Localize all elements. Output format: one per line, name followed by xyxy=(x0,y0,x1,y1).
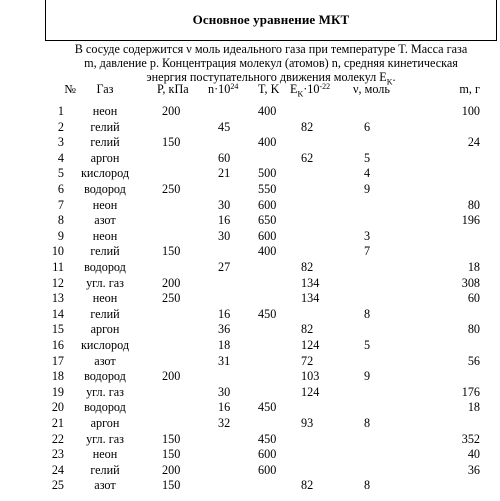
cell-gas: кислород xyxy=(80,338,130,352)
cell-n: 31 xyxy=(218,353,231,368)
cell-p: 200 xyxy=(162,369,181,384)
cell-num: 20 xyxy=(51,400,64,415)
title-divider xyxy=(45,40,497,41)
cell-num: 15 xyxy=(51,322,64,337)
cell-e: 124 xyxy=(301,338,320,352)
cell-n: 30 xyxy=(218,197,231,212)
cell-t: 400 xyxy=(258,104,277,118)
cell-num: 1 xyxy=(57,104,64,118)
cell-p: 200 xyxy=(162,275,181,290)
cell-e: 82 xyxy=(301,478,314,493)
cell-num: 14 xyxy=(51,306,64,321)
cell-m: 40 xyxy=(467,447,480,462)
cell-t: 450 xyxy=(258,400,277,415)
table-row xyxy=(0,478,500,496)
cell-n: 32 xyxy=(218,416,231,430)
cell-num: 17 xyxy=(51,353,64,368)
cell-num: 21 xyxy=(51,416,64,430)
cell-gas: водород xyxy=(84,182,126,196)
table-header xyxy=(0,82,500,100)
cell-m: 24 xyxy=(467,135,480,150)
cell-gas: неон xyxy=(92,291,118,306)
cell-m: 176 xyxy=(461,384,480,399)
cell-nu: 8 xyxy=(364,306,371,321)
cell-gas: угл. газ xyxy=(86,275,124,290)
cell-p: 150 xyxy=(162,135,181,150)
cell-num: 6 xyxy=(57,182,64,196)
cell-num: 16 xyxy=(51,338,64,352)
cell-gas: кислород xyxy=(80,166,130,181)
cell-nu: 4 xyxy=(364,166,371,181)
cell-e: 93 xyxy=(301,416,314,430)
cell-nu: 6 xyxy=(364,119,371,134)
header-num: № xyxy=(64,82,76,96)
cell-n: 16 xyxy=(218,400,231,415)
description-line-2: m, давление p. Концентрация молекул (атомов) n, средняя кинетическая xyxy=(84,56,458,70)
cell-gas: азот xyxy=(94,213,116,228)
cell-p: 150 xyxy=(162,244,181,259)
cell-e: 134 xyxy=(301,275,320,290)
cell-num: 10 xyxy=(51,244,64,259)
cell-num: 22 xyxy=(51,431,64,446)
cell-gas: гелий xyxy=(90,244,120,259)
cell-nu: 5 xyxy=(364,150,371,165)
cell-num: 19 xyxy=(51,384,64,399)
cell-gas: гелий xyxy=(90,306,120,321)
cell-n: 18 xyxy=(218,338,231,352)
cell-nu: 8 xyxy=(364,478,371,493)
header-energy: $E_K\cdot 10^{-22}$ xyxy=(290,82,331,99)
cell-m: 60 xyxy=(467,291,480,306)
cell-m: 80 xyxy=(467,322,480,337)
cell-n: 27 xyxy=(218,260,231,274)
cell-p: 250 xyxy=(162,182,181,196)
cell-m: 36 xyxy=(467,462,480,477)
cell-n: 16 xyxy=(218,213,231,228)
cell-gas: неон xyxy=(92,228,118,243)
cell-e: 62 xyxy=(301,150,314,165)
cell-num: 5 xyxy=(57,166,64,181)
header-moles: ν, моль xyxy=(353,82,390,96)
cell-n: 21 xyxy=(218,166,231,181)
cell-num: 13 xyxy=(51,291,64,306)
cell-num: 18 xyxy=(51,369,64,384)
cell-gas: гелий xyxy=(90,462,120,477)
cell-m: 18 xyxy=(467,260,480,274)
cell-gas: гелий xyxy=(90,119,120,134)
cell-gas: водород xyxy=(84,400,126,415)
cell-n: 45 xyxy=(218,119,231,134)
cell-m: 352 xyxy=(461,431,480,446)
cell-gas: аргон xyxy=(90,150,120,165)
cell-m: 80 xyxy=(467,197,480,212)
cell-e: 82 xyxy=(301,119,314,134)
header-gas: Газ xyxy=(96,82,114,96)
cell-num: 23 xyxy=(51,447,64,462)
cell-num: 8 xyxy=(57,213,64,228)
cell-t: 650 xyxy=(258,213,277,228)
cell-t: 400 xyxy=(258,135,277,150)
cell-n: 60 xyxy=(218,150,231,165)
header-pressure: P, кПа xyxy=(157,82,189,96)
cell-m: 18 xyxy=(467,400,480,415)
cell-nu: 7 xyxy=(364,244,371,259)
cell-gas: аргон xyxy=(90,416,120,430)
cell-t: 400 xyxy=(258,244,277,259)
cell-t: 600 xyxy=(258,447,277,462)
cell-n: 36 xyxy=(218,322,231,337)
cell-num: 12 xyxy=(51,275,64,290)
cell-num: 25 xyxy=(51,478,64,493)
cell-nu: 3 xyxy=(364,228,371,243)
cell-nu: 9 xyxy=(364,369,371,384)
cell-num: 11 xyxy=(52,260,64,274)
cell-e: 82 xyxy=(301,260,314,274)
cell-e: 124 xyxy=(301,384,320,399)
cell-p: 150 xyxy=(162,447,181,462)
cell-p: 250 xyxy=(162,291,181,306)
cell-num: 24 xyxy=(51,462,64,477)
cell-nu: 5 xyxy=(364,338,371,352)
description-line-3: энергия поступательного движения молекул $E_K$. xyxy=(146,70,396,87)
cell-p: 200 xyxy=(162,462,181,477)
cell-t: 500 xyxy=(258,166,277,181)
cell-gas: угл. газ xyxy=(86,384,124,399)
cell-m: 56 xyxy=(467,353,480,368)
description-line-1: В сосуде содержится ν моль идеального газа при температуре T. Масса газа xyxy=(74,42,468,56)
cell-num: 3 xyxy=(57,135,64,150)
cell-t: 600 xyxy=(258,197,277,212)
cell-n: 30 xyxy=(218,384,231,399)
cell-gas: азот xyxy=(94,353,116,368)
cell-t: 600 xyxy=(258,228,277,243)
cell-nu: 9 xyxy=(364,182,371,196)
cell-gas: аргон xyxy=(90,322,120,337)
cell-e: 72 xyxy=(301,353,314,368)
cell-gas: неон xyxy=(92,104,118,118)
cell-n: 16 xyxy=(218,306,231,321)
cell-t: 450 xyxy=(258,306,277,321)
cell-p: 200 xyxy=(162,104,181,118)
cell-gas: неон xyxy=(92,197,118,212)
cell-gas: гелий xyxy=(90,135,120,150)
cell-t: 600 xyxy=(258,462,277,477)
cell-m: 308 xyxy=(461,275,480,290)
cell-gas: водород xyxy=(84,260,126,274)
cell-m: 100 xyxy=(461,104,480,118)
header-mass: m, г xyxy=(459,82,480,96)
header-concentration: $n\cdot 10^{24}$ xyxy=(208,82,239,96)
cell-nu: 8 xyxy=(364,416,371,430)
cell-gas: неон xyxy=(92,447,118,462)
cell-m: 196 xyxy=(461,213,480,228)
page-title: Основное уравнение МКТ xyxy=(192,12,350,27)
cell-gas: угл. газ xyxy=(86,431,124,446)
cell-p: 150 xyxy=(162,478,181,493)
cell-e: 134 xyxy=(301,291,320,306)
cell-num: 7 xyxy=(57,197,64,212)
cell-num: 9 xyxy=(57,228,64,243)
cell-t: 550 xyxy=(258,182,277,196)
header-temperature: T, K xyxy=(258,82,280,96)
cell-num: 2 xyxy=(57,119,64,134)
cell-n: 30 xyxy=(218,228,231,243)
cell-t: 450 xyxy=(258,431,277,446)
cell-e: 103 xyxy=(301,369,320,384)
cell-gas: водород xyxy=(84,369,126,384)
cell-e: 82 xyxy=(301,322,314,337)
cell-gas: азот xyxy=(94,478,116,493)
cell-p: 150 xyxy=(162,431,181,446)
cell-num: 4 xyxy=(57,150,64,165)
